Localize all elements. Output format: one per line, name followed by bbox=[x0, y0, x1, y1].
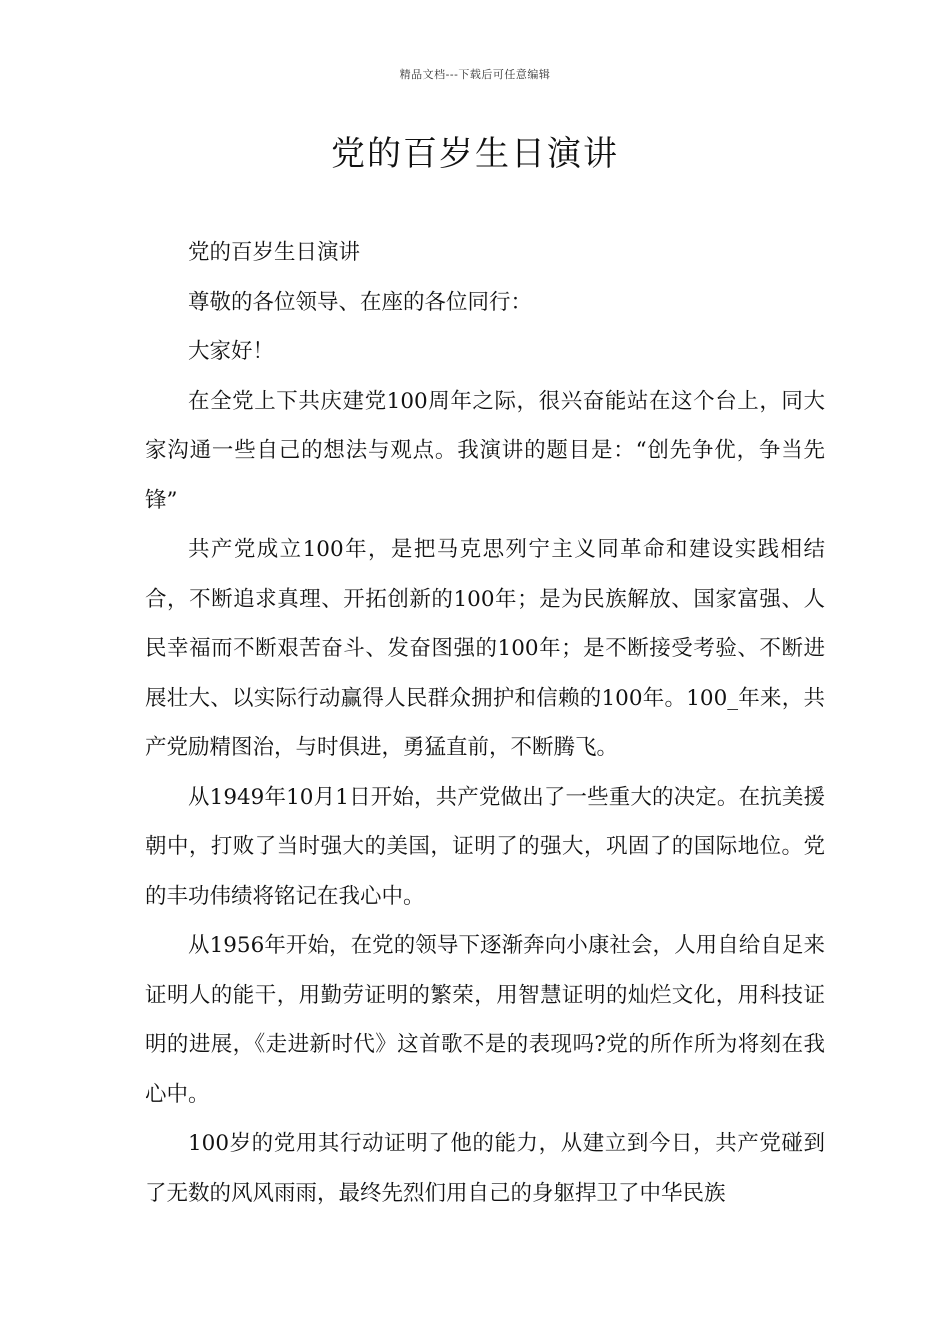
paragraph-centennial: 100岁的党用其行动证明了他的能力，从建立到今日，共产党碰到了无数的风风雨雨，最终先烈们用自己的身躯捍卫了中华民族 bbox=[145, 1131, 825, 1206]
paragraph-greeting: 大家好！ bbox=[188, 339, 275, 364]
paragraph-salutation: 尊敬的各位领导、在座的各位同行： bbox=[188, 289, 533, 315]
document-body bbox=[145, 228, 825, 1218]
paragraph-1956: 从1956年开始，在党的领导下逐渐奔向小康社会，人用自给自足来证明人的能干，用勤劳证明的繁荣，用智慧证明的灿烂文化，用科技证明的进展，《走进新时代》这首歌不是的表现吗?党的所作所为将刻在我心中。 bbox=[145, 933, 825, 1107]
paragraph-1949: 从1949年10月1日开始，共产党做出了一些重大的决定。在抗美援朝中，打败了当时强大的美国，证明了的强大，巩固了的国际地位。党的丰功伟绩将铭记在我心中。 bbox=[145, 784, 825, 909]
paragraph-history: 共产党成立100年，是把马克思列宁主义同革命和建设实践相结合，不断追求真理、开拓创新的100年；是为民族解放、国家富强、人民幸福而不断艰苦奋斗、发奋图强的100年；是不断接受考验、不断进展壮大、以实际行动赢得人民群众拥护和信赖的100年。100_年来，共产党励精图治，与时俱进，勇猛直前，不断腾飞。 bbox=[145, 537, 825, 760]
header-note: 精品文档---下载后可任意编辑 bbox=[399, 68, 551, 81]
document-title: 党的百岁生日演讲 bbox=[331, 134, 619, 174]
paragraph-intro: 在全党上下共庆建党100周年之际，很兴奋能站在这个台上，同大家沟通一些自己的想法与观点。我演讲的题目是：“创先争优，争当先锋” bbox=[145, 388, 825, 513]
paragraph-subtitle: 党的百岁生日演讲 bbox=[188, 240, 361, 265]
